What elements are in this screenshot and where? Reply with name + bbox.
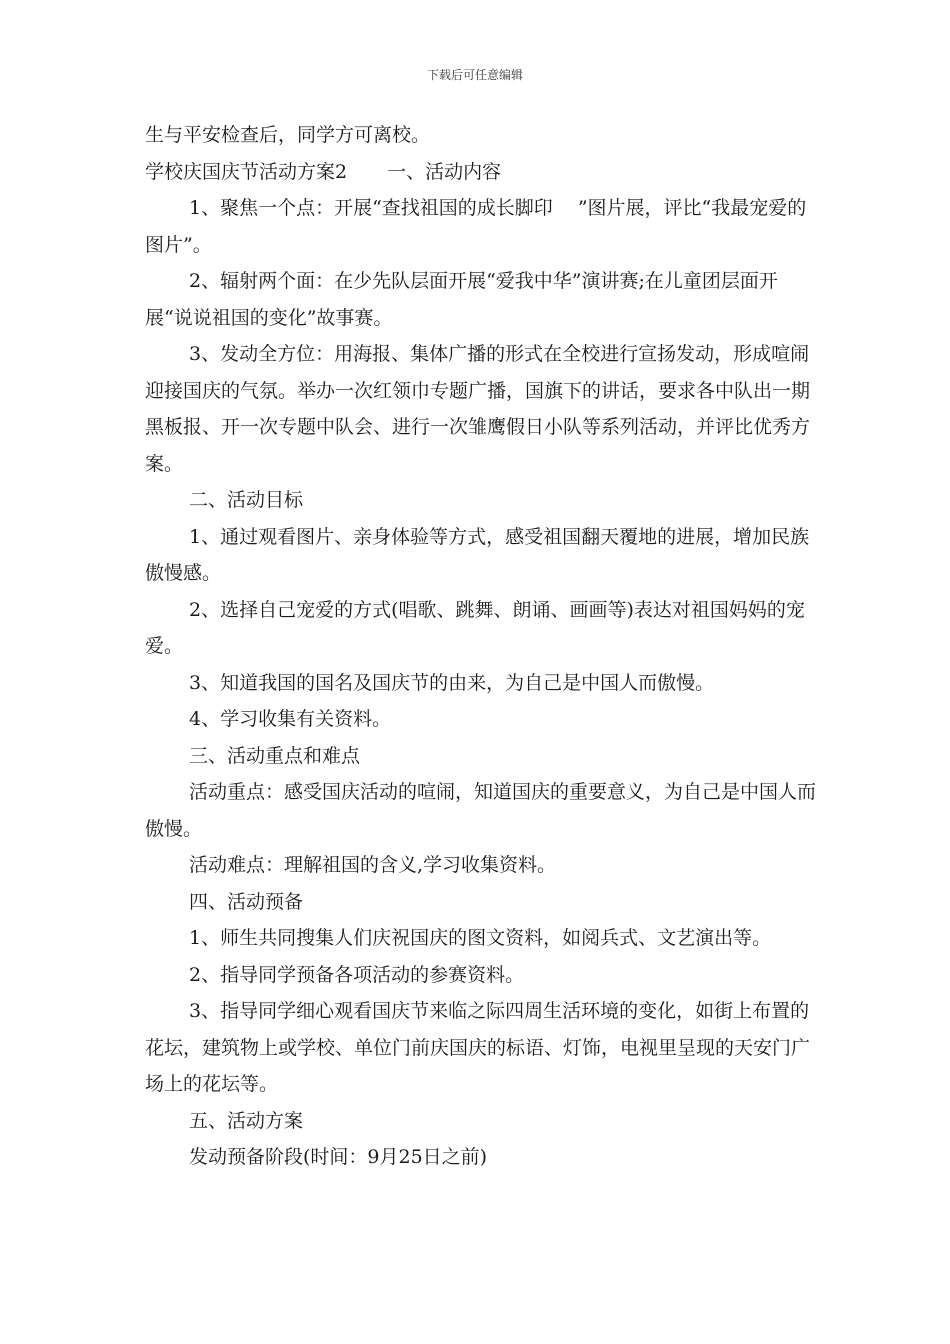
document-body [145,117,825,1176]
paragraph: 发动预备阶段(时间：9月25日之前) [189,1146,488,1168]
section-heading: 五、活动方案 [189,1109,304,1132]
paragraph: 2、辐射两个面：在少先队层面开展“爱我中华”演讲赛;在儿童团层面开展“说说祖国的变化”故事赛。 [145,270,778,329]
section-heading: 一、活动内容 [387,160,502,183]
plan-title: 学校庆国庆节活动方案2 [145,160,348,183]
paragraph: 3、知道我国的国名及国庆节的由来，为自己是中国人而傲慢。 [189,671,715,694]
paragraph: 4、学习收集有关资料。 [189,708,392,730]
paragraph: 2、选择自己宠爱的方式(唱歌、跳舞、朗诵、画画等)表达对祖国妈妈的宠爱。 [145,598,805,657]
section-heading: 三、活动重点和难点 [189,744,361,767]
paragraph: 1、师生共同搜集人们庆祝国庆的图文资料，如阅兵式、文艺演出等。 [189,927,772,949]
paragraph: 1、聚焦一个点：开展“查找祖国的成长脚印 ”图片展，评比“我最宠爱的图片”。 [145,197,807,256]
section-heading: 二、活动目标 [189,489,304,511]
section-title [145,154,825,191]
paragraph: 1、通过观看图片、亲身体验等方式，感受祖国翻天覆地的进展，增加民族傲慢感。 [145,525,810,584]
paragraph: 2、指导同学预备各项活动的参赛资料。 [189,963,525,986]
paragraph: 3、发动全方位：用海报、集体广播的形式在全校进行宣扬发动，形成喧闹迎接国庆的气氛。举办一次红领巾专题广播，国旗下的讲话，要求各中队出一期黑板报、开一次专题中队会、进行一次雏鹰假日小队等系列活动，并评比优秀方案。 [145,343,811,475]
paragraph: 活动重点：感受国庆活动的喧闹，知道国庆的重要意义，为自己是中国人而傲慢。 [145,781,817,840]
page-header: 下载后可任意编辑 [426,68,523,82]
paragraph: 3、指导同学细心观看国庆节来临之际四周生活环境的变化，如街上布置的花坛，建筑物上或学校、单位门前庆国庆的标语、灯饰，电视里呈现的天安门广场上的花坛等。 [145,1000,811,1095]
paragraph: 活动难点：理解祖国的含义,学习收集资料。 [189,854,557,876]
paragraph: 生与平安检查后，同学方可离校。 [145,124,431,146]
section-heading: 四、活动预备 [189,890,304,913]
